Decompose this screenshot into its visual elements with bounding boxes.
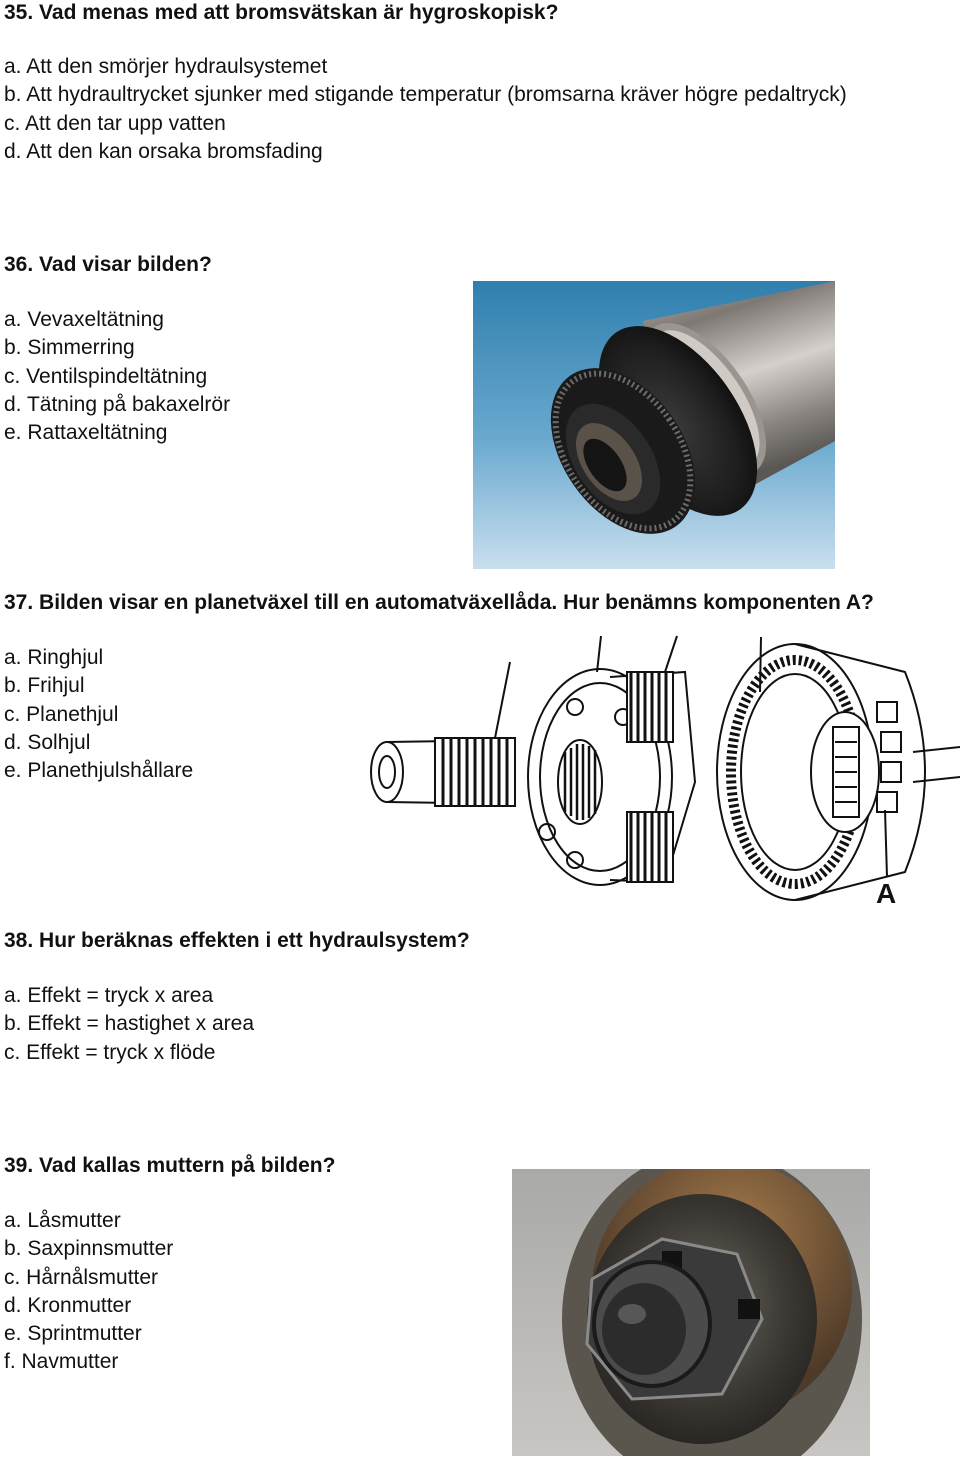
option-39-c[interactable]: c. Hårnålsmutter (4, 1265, 159, 1289)
option-39-b[interactable]: b. Saxpinnsmutter (4, 1237, 174, 1261)
option-37-b[interactable]: b. Frihjul (4, 674, 85, 698)
option-36-a[interactable]: a. Vevaxeltätning (4, 308, 164, 331)
option-39-d[interactable]: d. Kronmutter (4, 1293, 132, 1317)
component-a-label: A (876, 878, 897, 909)
question-38-options (4, 982, 254, 1067)
question-35-title: 35. Vad menas med att bromsvätskan är hygroskopisk? (4, 1, 559, 24)
option-38-b[interactable]: b. Effekt = hastighet x area (4, 1012, 255, 1036)
option-35-b[interactable]: b. Att hydraultrycket sjunker med stigande temperatur (bromsarna kräver högre pedaltryck) (4, 83, 847, 107)
question-39-options (4, 1207, 173, 1377)
option-35-c[interactable]: c. Att den tar upp vatten (4, 111, 226, 135)
option-38-c[interactable]: c. Effekt = tryck x flöde (4, 1040, 216, 1064)
option-38-a[interactable]: a. Effekt = tryck x area (4, 984, 214, 1007)
option-35-a[interactable]: a. Att den smörjer hydraulsystemet (4, 55, 328, 78)
option-36-d[interactable]: d. Tätning på bakaxelrör (4, 392, 231, 416)
valve-stem-seal-photo (473, 281, 835, 569)
question-36-options (4, 306, 230, 447)
question-37-options (4, 644, 193, 785)
option-39-a[interactable]: a. Låsmutter (4, 1209, 121, 1232)
question-37-title: 37. Bilden visar en planetväxel till en automatväxellåda. Hur benämns komponenten A? (4, 591, 874, 614)
option-36-c[interactable]: c. Ventilspindeltätning (4, 364, 208, 388)
option-37-c[interactable]: c. Planethjul (4, 702, 119, 726)
option-35-d[interactable]: d. Att den kan orsaka bromsfading (4, 139, 323, 163)
option-39-e[interactable]: e. Sprintmutter (4, 1322, 142, 1346)
question-39-title: 39. Vad kallas muttern på bilden? (4, 1154, 336, 1177)
question-35-options (4, 53, 847, 166)
option-37-d[interactable]: d. Solhjul (4, 730, 91, 754)
question-36-title: 36. Vad visar bilden? (4, 253, 212, 276)
question-38-title: 38. Hur beräknas effekten i ett hydraulsystem? (4, 929, 470, 952)
option-39-f[interactable]: f. Navmutter (4, 1350, 119, 1374)
option-37-a[interactable]: a. Ringhjul (4, 646, 104, 669)
castle-nut-photo (512, 1169, 870, 1456)
planetary-gear-drawing (365, 632, 960, 912)
option-37-e[interactable]: e. Planethjulshållare (4, 759, 194, 783)
option-36-e[interactable]: e. Rattaxeltätning (4, 421, 168, 445)
option-36-b[interactable]: b. Simmerring (4, 336, 135, 360)
